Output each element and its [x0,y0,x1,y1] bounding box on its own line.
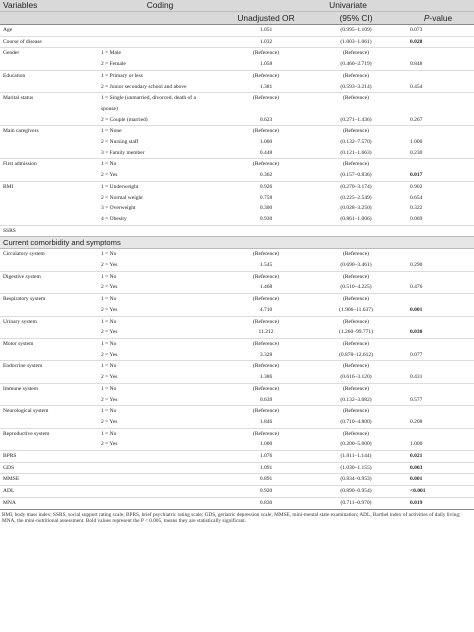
coding-cell: 1 = Male [98,48,222,59]
p-value-cell: 0.028 [402,36,474,48]
coding-cell: 1 = No [98,338,222,349]
table-row [0,338,474,349]
table-row [0,225,474,237]
p-value-cell: 0.003 [402,462,474,474]
p-value-cell: 0.431 [410,374,423,381]
variable-cell: BMI [0,181,98,192]
or-cell: 0.891 [222,474,310,486]
p-value-cell: 0.019 [402,497,474,509]
ci-cell: (Reference) [310,361,402,372]
p-value-cell [402,225,474,237]
ci-cell: (0.270–3.174) [310,181,402,192]
or-cell [222,104,310,115]
coding-cell: 2 = Yes [101,396,118,403]
ci-cell [310,225,402,237]
or-cell: 1.076 [222,451,310,463]
p-value-cell: 0.848 [410,61,423,68]
ci-cell: (Reference) [310,93,402,104]
ci-cell: (0.861–1.006) [340,215,372,222]
or-cell: 0.926 [222,181,310,192]
header-variables: Variables [0,0,98,12]
variable-cell: Digestive system [0,271,98,282]
or-cell: 1.000 [259,441,273,448]
table-row [0,48,474,59]
table-row [0,361,474,372]
coding-cell: 2 = Yes [101,351,118,358]
variable-cell [0,417,98,428]
ci-cell: (0.710–4.800) [340,418,372,425]
coding-cell: 3 = Family member [101,149,145,156]
variable-cell [0,104,98,115]
table-row [0,305,474,316]
variable-cell [0,305,98,316]
or-cell: 0.448 [259,149,273,156]
variable-cell [0,214,98,225]
variable-cell [0,350,98,361]
ci-cell: (Reference) [310,249,402,260]
or-cell: 0.830 [222,497,310,509]
ci-cell: (1.030–1.155) [310,462,402,474]
table-row [0,115,474,126]
coding-cell: 1 = No [98,316,222,327]
table-row [0,249,474,260]
variable-cell [0,439,98,450]
table-row [0,383,474,394]
variable-cell [0,203,98,214]
header-univariate: Univariate [222,0,474,12]
p-value-cell [402,383,474,394]
table-body-top [0,25,474,237]
p-value-cell: 0.902 [402,181,474,192]
or-cell: (Reference) [222,126,310,137]
coding-cell: 2 = Nursing staff [101,139,139,146]
ci-cell: (0.028–3.250) [340,205,372,212]
p-value-cell: 0.077 [410,351,423,358]
coding-cell [98,497,222,509]
p-value-cell [402,406,474,417]
variable-cell: Education [0,70,98,81]
p-value-cell: 1.000 [410,139,423,146]
p-value-cell: 0.001 [402,474,474,486]
header-coding: Coding [98,0,222,12]
coding-cell: 2 = Yes [101,306,118,313]
or-cell: (Reference) [222,361,310,372]
table-row [0,148,474,159]
coding-cell: 2 = Yes [101,329,118,336]
variable-cell: Gender [0,48,98,59]
table-row [0,327,474,338]
table-row [0,417,474,428]
coding-cell: 4 = Obesity [101,215,127,222]
ci-cell: (Reference) [310,338,402,349]
p-value-cell: 0.030 [410,329,423,336]
ci-cell: (0.593–3.214) [340,83,372,90]
ci-cell: (0.132–3.082) [340,396,372,403]
variable-cell: MNA [0,497,98,509]
ci-cell: (1.011–1.144) [310,451,402,463]
or-cell: 1.846 [259,418,273,425]
coding-cell: 2 = Female [101,61,126,68]
or-cell: 11.212 [258,329,274,336]
p-value-cell: 0.476 [410,284,423,291]
ci-cell: (0.890–0.954) [310,486,402,498]
ci-cell: (0.460–2.719) [340,61,372,68]
variable-cell: Respiratory system [0,294,98,305]
table-row [0,350,474,361]
or-cell: (Reference) [222,338,310,349]
p-value-cell [402,70,474,81]
table-header [0,0,474,25]
variable-cell [0,282,98,293]
coding-cell: 2 = Couple (married) [101,116,148,123]
coding-cell [98,474,222,486]
p-value-cell: 1.000 [410,441,423,448]
table-row [0,181,474,192]
or-cell: (Reference) [222,316,310,327]
variable-cell [0,82,98,93]
header-p-suffix: -value [429,13,453,23]
coding-cell: 1 = No [98,383,222,394]
p-value-cell: 0.001 [410,306,423,313]
coding-cell [98,225,222,237]
or-cell: 0.623 [259,116,273,123]
table-row [0,137,474,148]
ci-cell: (0.878–12.612) [339,351,373,358]
variable-cell [0,327,98,338]
table-row [0,486,474,498]
p-value-cell [402,48,474,59]
or-cell: 0.300 [259,205,273,212]
coding-cell: spouse) [101,105,118,112]
ci-cell: (0.510–4.225) [340,284,372,291]
or-cell: 0.362 [259,172,273,179]
or-cell: 1.468 [259,284,273,291]
p-value-cell: <0.001 [402,486,474,498]
variable-cell [0,59,98,70]
or-cell: (Reference) [222,428,310,439]
variable-cell: MMSE [0,474,98,486]
p-value-cell: 0.290 [410,262,423,269]
ci-cell: (0.995–1.109) [310,25,402,37]
table-row [0,104,474,115]
section-header [0,237,474,249]
or-cell: 1.381 [259,83,273,90]
variable-cell: Immune system [0,383,98,394]
ci-cell: (0.271–1.436) [340,116,372,123]
variable-cell: SSRS [0,225,98,237]
table-row [0,214,474,225]
ci-cell: (Reference) [310,48,402,59]
p-value-cell: 0.208 [410,418,423,425]
ci-cell: (1.906–11.637) [339,306,373,313]
coding-cell: 2 = Yes [101,441,118,448]
or-cell [222,225,310,237]
ci-cell: (Reference) [310,70,402,81]
table-row [0,260,474,271]
ci-cell: (Reference) [310,271,402,282]
or-cell: (Reference) [222,294,310,305]
header-blank-2 [98,12,222,25]
variable-cell [0,395,98,406]
table-row [0,428,474,439]
variable-cell: Endocrine system [0,361,98,372]
table-row [0,203,474,214]
table-row [0,271,474,282]
variable-cell: Circulatory system [0,249,98,260]
p-value-cell: 0.073 [402,25,474,37]
table-row [0,36,474,48]
p-value-cell [402,361,474,372]
p-value-cell: 0.654 [410,194,423,201]
or-cell: 0.639 [259,396,273,403]
ci-cell: (0.690–3.461) [340,262,372,269]
table-row [0,406,474,417]
table-row [0,395,474,406]
table-row [0,497,474,509]
ci-cell: (Reference) [310,316,402,327]
p-value-cell [402,338,474,349]
variable-cell [0,372,98,383]
ci-cell: (0.711–0.970) [310,497,402,509]
variable-cell [0,137,98,148]
table-footnote: BMI, body mass index; SSRS, social support rating scale; BPRS, brief psychiatric rating scale; GDS, geriatric depression scale; MMSE, mini-mental state examination; ADL, Barthel index of activities of daily living; MNA, the mini-nutritional assessment. Bold values represent the P < 0.005, means they are statistically significant. [2,511,461,524]
coding-cell [98,486,222,498]
ci-cell: (0.132–7.570) [340,139,372,146]
header-ci: (95% CI) [310,12,402,25]
ci-cell: (1.260–99.771) [339,329,373,336]
ci-cell: (0.121–1.663) [340,149,372,156]
variable-cell [0,148,98,159]
coding-cell: 2 = Normal weight [101,194,143,201]
or-cell: 4.710 [259,306,273,313]
or-cell: 0.758 [259,194,273,201]
coding-cell: 2 = Junior secondary school and above [101,83,187,90]
table-row [0,126,474,137]
table-row [0,59,474,70]
p-value-cell: 0.322 [410,205,423,212]
variable-cell: ADL [0,486,98,498]
variable-cell: Marital status [0,93,98,104]
coding-cell [98,451,222,463]
or-cell: (Reference) [222,383,310,394]
header-p-value [402,12,474,25]
or-cell: (Reference) [222,48,310,59]
p-value-cell [402,93,474,104]
variable-cell: Reproductive system [0,428,98,439]
p-value-cell [402,159,474,170]
coding-cell: 2 = Yes [101,262,118,269]
coding-cell: 2 = Yes [101,284,118,291]
coding-cell: 2 = Yes [101,418,118,425]
coding-cell: 1 = No [98,428,222,439]
variable-cell [0,193,98,204]
p-value-cell [402,428,474,439]
or-cell: (Reference) [222,70,310,81]
or-cell: (Reference) [222,249,310,260]
variable-cell: First admission [0,159,98,170]
variable-cell [0,260,98,271]
or-cell: (Reference) [222,93,310,104]
variable-cell: GDS [0,462,98,474]
coding-cell: 1 = No [98,249,222,260]
variable-cell: BPRS [0,451,98,463]
ci-cell: (0.834–0.953) [310,474,402,486]
or-cell: 1.032 [222,36,310,48]
table-row [0,193,474,204]
coding-cell: 1 = No [98,406,222,417]
coding-cell: 2 = Yes [101,374,118,381]
header-blank-1 [0,12,98,25]
ci-cell: (1.003–1.061) [310,36,402,48]
or-cell: (Reference) [222,159,310,170]
p-value-cell [402,316,474,327]
ci-cell: (0.200–5.000) [340,441,372,448]
table-row [0,70,474,81]
table-row [0,82,474,93]
or-cell: (Reference) [222,406,310,417]
or-cell: 1.545 [259,262,273,269]
coding-cell: 1 = Underweight [98,181,222,192]
p-value-cell: 0.454 [410,83,423,90]
coding-cell: 1 = None [98,126,222,137]
p-value-cell [402,294,474,305]
or-cell: (Reference) [222,271,310,282]
p-value-cell [402,126,474,137]
p-value-cell [402,249,474,260]
variable-cell: Age [0,25,98,37]
p-value-cell: 0.577 [410,396,423,403]
variable-cell [0,170,98,181]
coding-cell [98,36,222,48]
coding-cell: 1 = Primary or less [98,70,222,81]
p-value-cell: 0.069 [410,215,423,222]
p-value-cell: 0.017 [410,172,423,179]
variable-cell: Urinary system [0,316,98,327]
table-row [0,25,474,37]
p-value-cell: 0.021 [402,451,474,463]
p-value-cell [402,104,474,115]
coding-cell: 1 = Single (unmarried, divorced, death of a [98,93,222,104]
or-cell: 1.386 [259,374,273,381]
ci-cell: (0.616–3.120) [340,374,372,381]
p-value-cell: 0.267 [410,116,423,123]
or-cell: 1.058 [259,61,273,68]
table-row [0,282,474,293]
coding-cell [98,25,222,37]
table-row [0,170,474,181]
table-row [0,474,474,486]
coding-cell: 2 = Yes [101,172,118,179]
ci-cell [310,104,402,115]
or-cell: 1.051 [222,25,310,37]
p-value-cell: 0.230 [410,149,423,156]
coding-cell: 1 = No [98,271,222,282]
ci-cell: (Reference) [310,406,402,417]
table-row [0,462,474,474]
table-row [0,159,474,170]
table-row [0,294,474,305]
or-cell: 1.091 [222,462,310,474]
table-row [0,372,474,383]
coding-cell: 1 = No [98,159,222,170]
section-title: Current comorbidity and symptoms [0,237,474,249]
or-cell: 0.920 [222,486,310,498]
ci-cell: (Reference) [310,126,402,137]
variable-cell [0,115,98,126]
variable-cell: Main caregivers [0,126,98,137]
header-unadjusted-or: Unadjusted OR [222,12,310,25]
coding-cell: 1 = No [98,294,222,305]
header-p-letter: P [423,13,430,23]
table-row [0,439,474,450]
table-body-bottom [0,249,474,509]
variable-cell: Motor system [0,338,98,349]
ci-cell: (Reference) [310,383,402,394]
variable-cell: Course of disease [0,36,98,48]
or-cell: 3.328 [259,351,273,358]
ci-cell: (0.157–0.836) [340,172,372,179]
table-row [0,93,474,104]
ci-cell: (Reference) [310,428,402,439]
ci-cell: (0.225–2.549) [340,194,372,201]
table-row [0,316,474,327]
ci-cell: (Reference) [310,294,402,305]
p-value-cell [402,271,474,282]
coding-cell: 3 = Overweight [101,205,136,212]
table-row [0,451,474,463]
ci-cell: (Reference) [310,159,402,170]
coding-cell [98,462,222,474]
variable-cell: Neurological system [0,406,98,417]
or-cell: 0.930 [259,215,273,222]
or-cell: 1.000 [259,139,273,146]
coding-cell: 1 = No [98,361,222,372]
